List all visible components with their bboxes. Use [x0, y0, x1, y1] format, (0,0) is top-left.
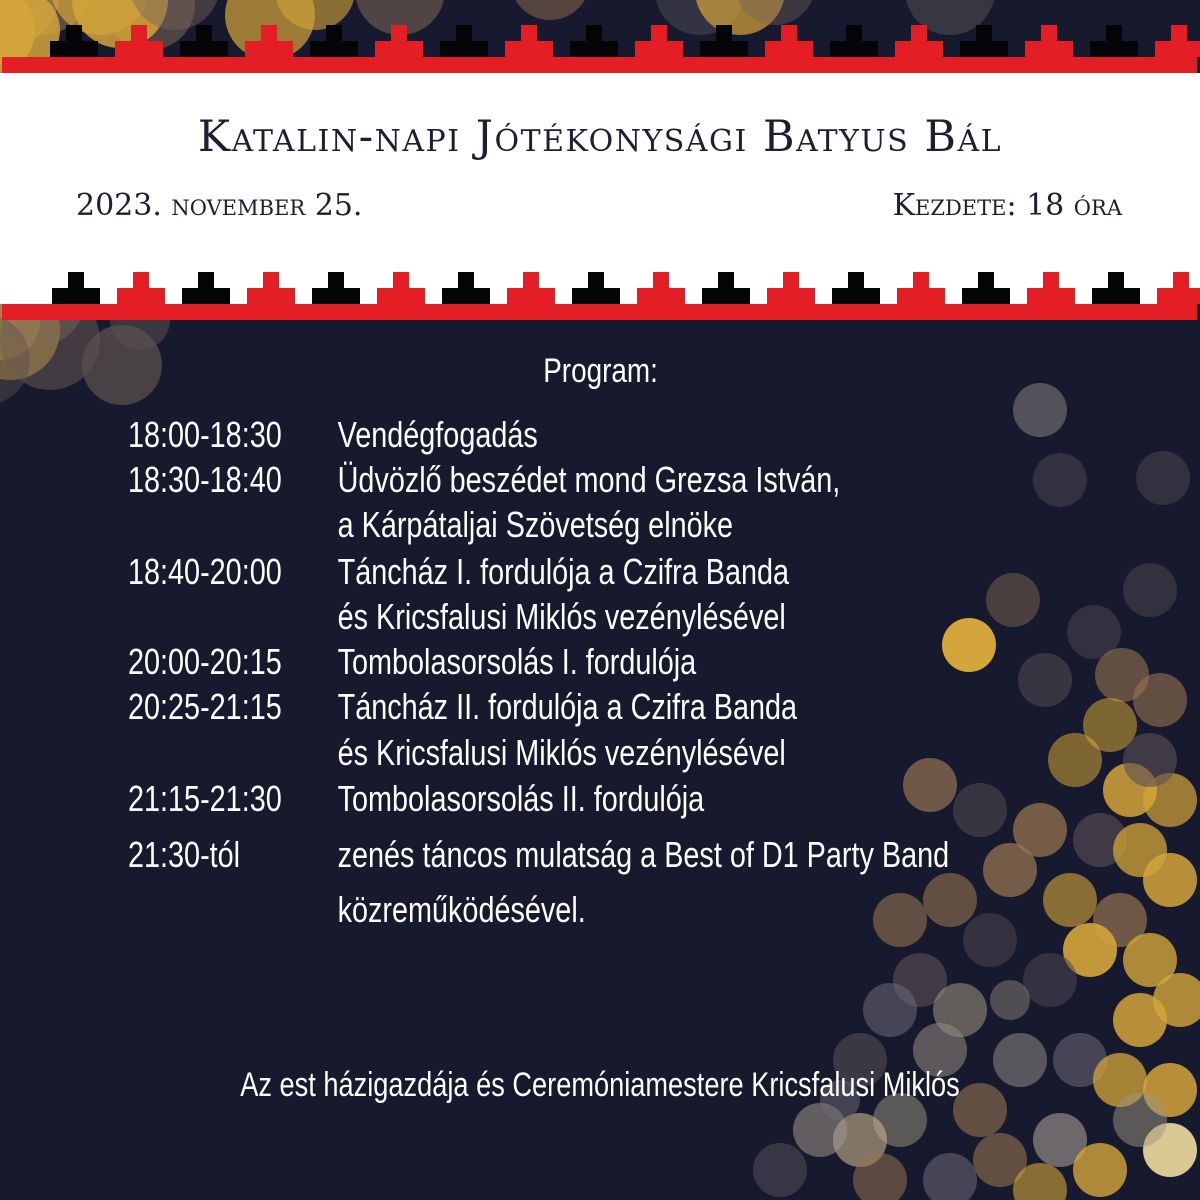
schedule-time: 18:00-18:30: [128, 414, 282, 455]
bokeh-light: [1018, 653, 1072, 707]
bokeh-light: [903, 758, 957, 812]
folk-motif: [117, 272, 165, 304]
schedule-row: [128, 457, 840, 502]
bokeh-light: [1153, 973, 1200, 1027]
bokeh-light: [1033, 453, 1087, 507]
folk-motif: [897, 272, 945, 304]
schedule-row: [128, 412, 538, 457]
folk-motif: [637, 272, 685, 304]
schedule-row: [128, 639, 696, 684]
bokeh-light: [923, 873, 977, 927]
folk-motif: [570, 25, 618, 57]
folk-motif: [700, 25, 748, 57]
schedule-time: 18:40-20:00: [128, 551, 282, 592]
schedule-row: [128, 776, 704, 821]
schedule-time: 18:30-18:40: [128, 459, 282, 500]
schedule-time: 21:30-tól: [128, 834, 241, 875]
bokeh-light: [863, 983, 917, 1037]
folk-motif: [247, 272, 295, 304]
folk-motif: [180, 25, 228, 57]
bokeh-light: [963, 913, 1017, 967]
schedule-row: [128, 832, 949, 877]
folk-motif: [702, 272, 750, 304]
bokeh-light: [1043, 873, 1097, 927]
bokeh-light: [1113, 1093, 1167, 1147]
schedule-description: Üdvözlő beszédet mond Grezsa István,: [337, 459, 841, 500]
schedule-row: [128, 684, 797, 729]
folk-motif: [1027, 272, 1075, 304]
schedule-row-continuation: [128, 594, 786, 639]
schedule-row: [128, 549, 789, 594]
folk-motif: [895, 25, 943, 57]
schedule-row-continuation: [128, 887, 586, 932]
schedule-description: közreműködésével.: [337, 889, 586, 930]
schedule-description: és Kricsfalusi Miklós vezénylésével: [337, 596, 786, 637]
folk-motif: [1090, 25, 1138, 57]
schedule-description: és Kricsfalusi Miklós vezénylésével: [337, 732, 786, 773]
schedule-description: Vendégfogadás: [337, 414, 538, 455]
bokeh-light: [1123, 733, 1177, 787]
schedule-row-continuation: [128, 502, 733, 547]
folk-motif: [830, 25, 878, 57]
folk-motif: [635, 25, 683, 57]
folk-motif: [1025, 25, 1073, 57]
schedule-time: 20:00-20:15: [128, 641, 282, 682]
bokeh-light: [1073, 1143, 1127, 1197]
program-heading: Program:: [543, 352, 658, 390]
folk-motif: [182, 272, 230, 304]
bokeh-light: [1133, 673, 1187, 727]
schedule-row-continuation: [128, 730, 786, 775]
schedule-description: Tombolasorsolás II. fordulója: [337, 778, 705, 819]
folk-motif: [50, 25, 98, 57]
schedule-description: a Kárpátaljai Szövetség elnöke: [337, 504, 734, 545]
folk-motif: [765, 25, 813, 57]
bokeh-light: [1048, 733, 1102, 787]
bokeh-light: [923, 1153, 977, 1200]
folk-motif: [1155, 25, 1200, 57]
folk-motif: [1092, 272, 1140, 304]
schedule-description: Tombolasorsolás I. fordulója: [337, 641, 697, 682]
bokeh-light: [986, 573, 1040, 627]
folk-motif: [245, 25, 293, 57]
bokeh-light: [983, 843, 1037, 897]
bokeh-light: [853, 1153, 907, 1200]
folk-motif: [960, 25, 1008, 57]
folk-motif: [375, 25, 423, 57]
folk-motif: [1157, 272, 1200, 304]
bokeh-light: [1013, 383, 1067, 437]
schedule-description: Táncház I. fordulója a Czifra Banda: [337, 551, 790, 592]
folk-motif: [442, 272, 490, 304]
event-start-time: Kezdete: 18 óra: [892, 188, 1122, 223]
event-date: 2023. november 25.: [76, 188, 363, 223]
folk-motif: [312, 272, 360, 304]
folk-motif: [505, 25, 553, 57]
folk-motif: [507, 272, 555, 304]
folk-motif: [115, 25, 163, 57]
schedule-description: zenés táncos mulatság a Best of D1 Party Band: [337, 834, 950, 875]
folk-motif: [832, 272, 880, 304]
bokeh-light: [510, 0, 590, 20]
folk-motif: [440, 25, 488, 57]
event-title: Katalin-napi Jótékonysági Batyus Bál: [197, 112, 1003, 162]
top-red-line: [2, 57, 1197, 73]
bokeh-light: [873, 893, 927, 947]
bokeh-light: [1143, 853, 1197, 907]
folk-motif: [52, 272, 100, 304]
schedule-time: 20:25-21:15: [128, 686, 282, 727]
bokeh-light: [953, 783, 1007, 837]
host-note: Az est házigazdája és Ceremóniamestere Kricsfalusi Miklós: [240, 1066, 960, 1104]
folk-motif: [572, 272, 620, 304]
bokeh-light: [990, 980, 1030, 1020]
bokeh-light: [1123, 563, 1177, 617]
bokeh-light: [1023, 953, 1077, 1007]
schedule-time: 21:15-21:30: [128, 778, 282, 819]
schedule-description: Táncház II. fordulója a Czifra Banda: [337, 686, 798, 727]
folk-motif: [310, 25, 358, 57]
folk-motif: [962, 272, 1010, 304]
bokeh-light: [1136, 451, 1190, 505]
bokeh-light: [753, 1143, 807, 1197]
folk-motif: [767, 272, 815, 304]
folk-motif: [377, 272, 425, 304]
bokeh-light: [942, 618, 996, 672]
bottom-red-line: [2, 304, 1197, 320]
